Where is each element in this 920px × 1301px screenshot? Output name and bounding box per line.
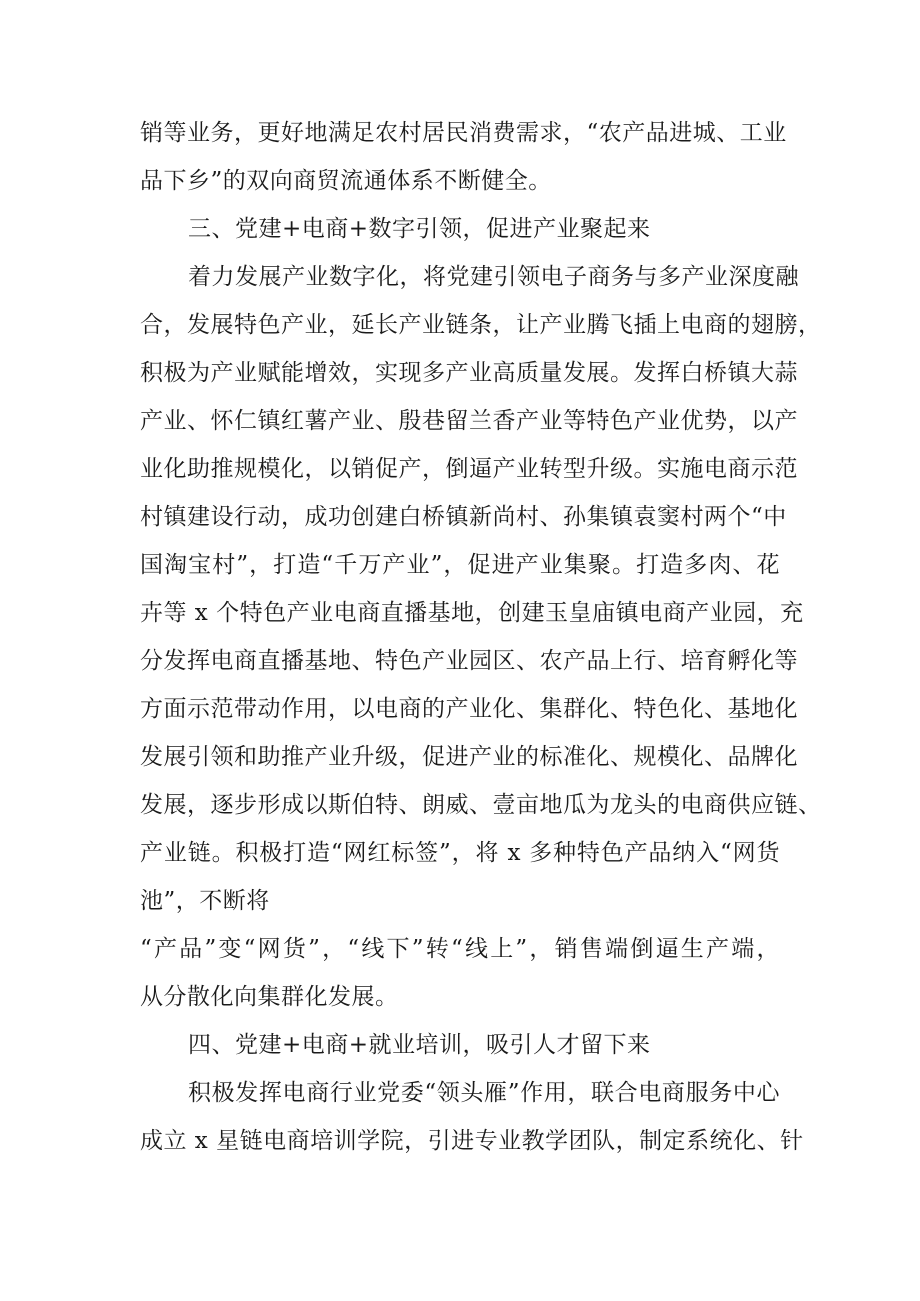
section-heading: 三、党建+电商+数字引领，促进产业聚起来 — [188, 216, 651, 242]
body-text-line: 品下乡”的双向商贸流通体系不断健全。 — [140, 168, 552, 194]
body-text-line: 合，发展特色产业，延长产业链条，让产业腾飞插上电商的翅膀， — [140, 312, 822, 338]
body-text-line: “产品”变“网货”，“线下”转“线上”，销售端倒逼生产端， — [140, 936, 780, 962]
body-text-line: 发展，逐步形成以斯伯特、朗威、壹亩地瓜为龙头的电商供应链、 — [140, 792, 822, 818]
body-text-line: 分发挥电商直播基地、特色产业园区、农产品上行、培育孵化等 — [140, 648, 798, 674]
body-text-line: 成立 x 星链电商培训学院，引进专业教学团队，制定系统化、针 — [140, 1128, 804, 1154]
body-text-line: 发展引领和助推产业升级，促进产业的标准化、规模化、品牌化 — [140, 744, 798, 770]
body-text-line: 积极发挥电商行业党委“领头雁”作用，联合电商服务中心 — [188, 1080, 780, 1106]
body-text-line: 产业链。积极打造“网红标签”，将 x 多种特色产品纳入“网货 — [140, 840, 780, 866]
body-text-line: 从分散化向集群化发展。 — [140, 984, 399, 1010]
body-text-line: 着力发展产业数字化，将党建引领电子商务与多产业深度融 — [188, 264, 799, 290]
body-text-line: 业化助推规模化，以销促产，倒逼产业转型升级。实施电商示范 — [140, 456, 798, 482]
body-text-line: 国淘宝村”，打造“千万产业”，促进产业集聚。打造多肉、花 — [140, 552, 780, 578]
body-text-line: 积极为产业赋能增效，实现多产业高质量发展。发挥白桥镇大蒜 — [140, 360, 798, 386]
body-text-line: 方面示范带动作用，以电商的产业化、集群化、特色化、基地化 — [140, 696, 798, 722]
body-text-line: 产业、怀仁镇红薯产业、殷巷留兰香产业等特色产业优势，以产 — [140, 408, 798, 434]
body-text-line: 销等业务，更好地满足农村居民消费需求，“农产品进城、工业 — [140, 120, 787, 146]
body-text-line: 村镇建设行动，成功创建白桥镇新尚村、孙集镇袁窦村两个“中 — [140, 504, 787, 530]
body-text-line: 池”，不断将 — [140, 888, 270, 914]
section-heading: 四、党建+电商+就业培训，吸引人才留下来 — [188, 1032, 651, 1058]
body-text-line: 卉等 x 个特色产业电商直播基地，创建玉皇庙镇电商产业园，充 — [140, 600, 804, 626]
